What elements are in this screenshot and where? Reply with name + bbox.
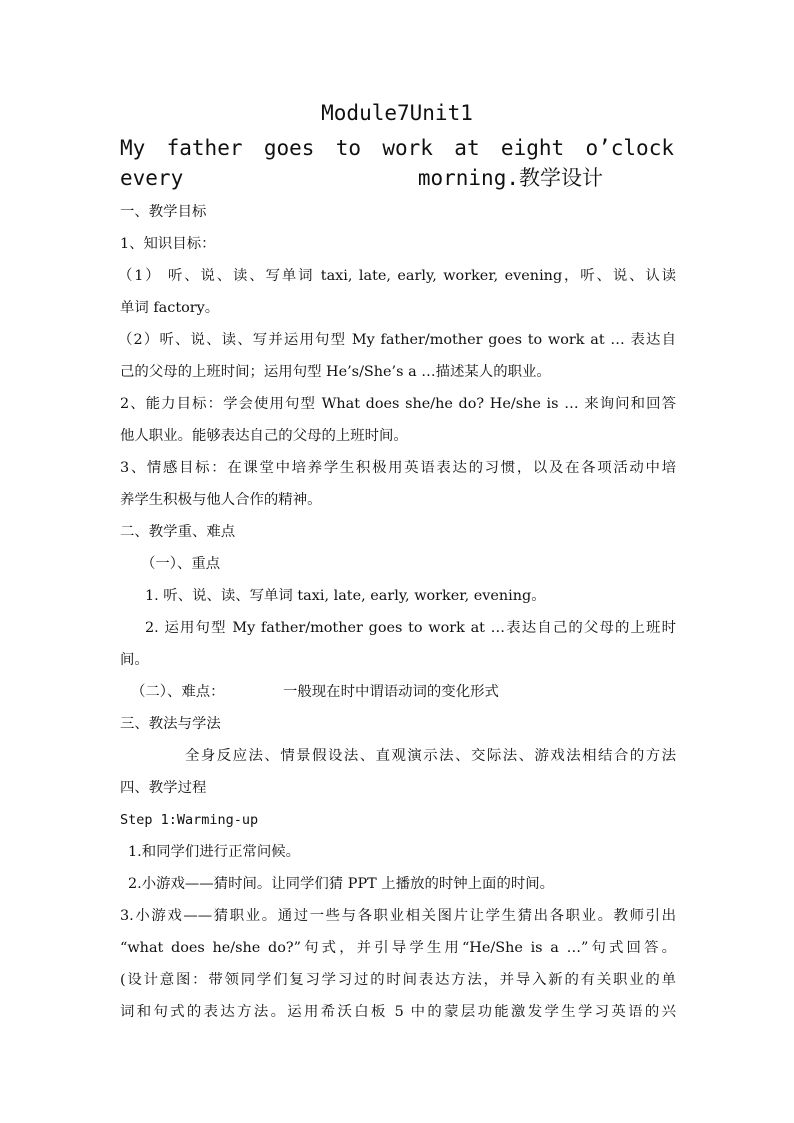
paragraph-line: 己的父母的上班时间；运用句型 He’s/She’s a …描述某人的职业。 xyxy=(120,364,551,380)
paragraph-line: (设计意图：带领同学们复习学习过的时间表达方法，并导入新的有关职业的单 xyxy=(120,972,676,988)
paragraph-line: 2. 运用句型 My father/mother goes to work at …表达自己的父母的上班时 xyxy=(145,620,676,636)
doc-title-line1: Module7Unit1 xyxy=(321,101,473,125)
paragraph-line: “what does he/she do?”句式，并引导学生用“He/She is a …”句式回答。 xyxy=(120,940,676,956)
section-heading-process: 四、教学过程 xyxy=(120,780,207,796)
doc-title-line3: morning.教学设计 xyxy=(417,166,603,190)
step-heading: Step 1:Warming-up xyxy=(120,812,259,828)
paragraph-line: 2.小游戏——猜时间。让同学们猜 PPT 上播放的时钟上面的时间。 xyxy=(128,876,555,892)
doc-title-line2: My father goes to work at eight o’clock every xyxy=(120,136,674,190)
subheading-difficulties: （二）、难点： xyxy=(131,684,225,700)
subheading-key-points: （一）、重点 xyxy=(141,556,221,572)
paragraph-line: （2）听、说、读、写并运用句型 My father/mother goes to work at … 表达自 xyxy=(118,332,676,348)
paragraph-line: 间。 xyxy=(120,652,149,668)
paragraph-line: 一般现在时中谓语动词的变化形式 xyxy=(283,684,499,700)
paragraph-line: 单词 factory。 xyxy=(120,300,220,316)
paragraph-line: 3.小游戏——猜职业。通过一些与各职业相关图片让学生猜出各职业。教师引出 xyxy=(120,908,676,924)
paragraph-line: 养学生积极与他人合作的精神。 xyxy=(120,492,322,508)
paragraph-line: 1. 听、说、读、写单词 taxi, late, early, worker, evening。 xyxy=(145,588,546,604)
paragraph-line: 词和句式的表达方法。运用希沃白板 5 中的蒙层功能激发学生学习英语的兴 xyxy=(120,1004,676,1020)
paragraph-line: 3、情感目标：在课堂中培养学生积极用英语表达的习惯，以及在各项活动中培 xyxy=(120,460,676,476)
paragraph-line: 全身反应法、情景假设法、直观演示法、交际法、游戏法相结合的方法 xyxy=(185,748,676,764)
paragraph-line: 1.和同学们进行正常问候。 xyxy=(128,844,301,860)
subheading-knowledge: 1、知识目标： xyxy=(120,236,216,252)
paragraph-line: （1） 听、说、读、写单词 taxi, late, early, worker, evening，听、说、认读 xyxy=(118,268,676,284)
section-heading-objectives: 一、教学目标 xyxy=(120,204,207,220)
paragraph-line: 他人职业。能够表达自己的父母的上班时间。 xyxy=(120,428,408,444)
section-heading-key-points: 二、教学重、难点 xyxy=(120,524,236,540)
section-heading-methods: 三、教法与学法 xyxy=(120,716,221,732)
paragraph-line: 2、能力目标：学会使用句型 What does she/he do? He/she is … 来询问和回答 xyxy=(120,396,676,412)
